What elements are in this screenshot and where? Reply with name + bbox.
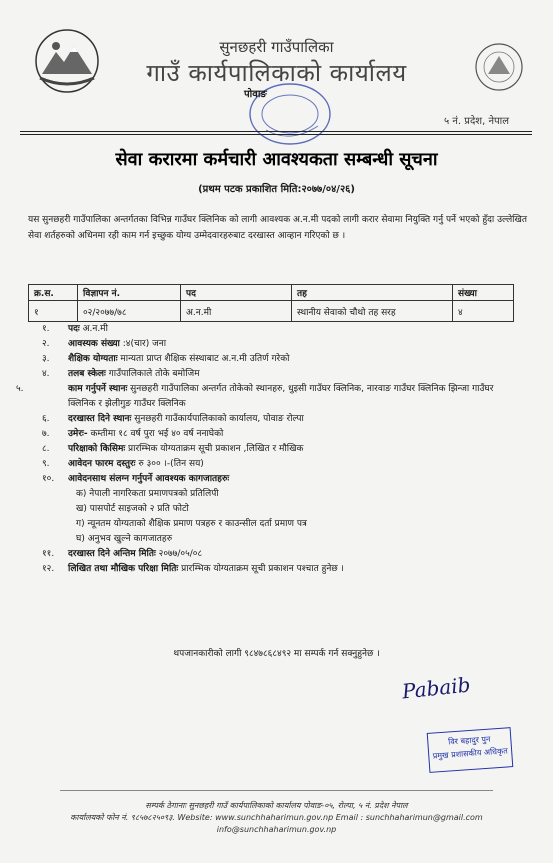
officer-title: प्रमुख प्रशासकीय अधिकृत bbox=[432, 746, 509, 761]
officer-stamp bbox=[427, 727, 514, 773]
table-cell: ०२/२०७७/७८ bbox=[78, 301, 181, 322]
list-item: १२. लिखित तथा मौखिक परिक्षा मितिः प्रारम्भिक योग्यताक्रम सूची प्रकाशन पश्चात हुनेछ । bbox=[42, 564, 344, 574]
contact-note: थपजानकारीको लागी ९८४७८६८४९२ मा सम्पर्क गर्न सक्नुहुनेछ । bbox=[173, 649, 380, 659]
header-divider bbox=[20, 131, 532, 132]
footer bbox=[0, 800, 553, 836]
list-item: ८. परिक्षाको किसिमः प्रारम्भिक योग्यताक्रम सूची प्रकाशन ,लिखित र मौखिक bbox=[42, 444, 304, 454]
notice-intro: यस सुनछहरी गाउँपालिका अन्तर्गतका विभिन्न गाउँघर क्लिनिक को लागी आवश्यक अ.न.मी पदको लागी करार सेवामा नियुक्ति गर्नु पर्ने भएको हुँदा उल्लेखित सेवा शर्तहरुको अधिनमा रही काम गर्न इच्छुक योग्य उम्मेदवारहरुबाट दरखास्त आव्हान गरिएको छ । bbox=[28, 215, 527, 241]
header-divider-2 bbox=[20, 134, 532, 135]
notice-title: सेवा करारमा कर्मचारी आवश्यकता सम्बन्धी सूचना bbox=[115, 149, 438, 170]
document-item: ग) न्यूनतम योग्यताको शैक्षिक प्रमाण पत्रहरु र काउन्सील दर्ता प्रमाण पत्र bbox=[76, 519, 307, 529]
document-item: क) नेपाली नागरिकता प्रमाणपत्रको प्रतिलिपी bbox=[76, 489, 219, 499]
publish-date: (प्रथम पटक प्रकाशित मिति:२०७७/०४/२६) bbox=[198, 184, 355, 195]
footer-divider bbox=[60, 790, 493, 791]
list-item: ११. दरखास्त दिने अन्तिम मितिः २०७७/०५/०८ bbox=[42, 549, 203, 559]
municipality-name: सुनछहरी गाउँपालिका bbox=[219, 38, 334, 56]
footer-address: सम्पर्क ठेगानाः सुनछहरी गाउँ कार्यपालिकाको कार्यालय पोवाङ-०५, रोल्पा, ५ नं. प्रदेश नेपाल bbox=[145, 801, 408, 810]
officer-name: विर बहादुर पुन bbox=[447, 734, 491, 747]
table-row bbox=[29, 301, 514, 322]
table-header: संख्या bbox=[453, 285, 514, 301]
vacancy-table bbox=[28, 284, 514, 322]
list-item: १. पदः अ.न.मी bbox=[42, 324, 108, 334]
document-item: ख) पासपोर्ट साइजको २ प्रति फोटो bbox=[76, 504, 189, 514]
list-item: ७. उमेरः- कम्तीमा १८ वर्ष पुरा भई ४० वर्ष ननाघेको bbox=[42, 429, 224, 439]
table-header: पद bbox=[181, 285, 292, 301]
table-header: तह bbox=[292, 285, 453, 301]
list-item: ६. दरखास्त दिने स्थानः सुनछहरी गाउँकार्यपालिकाको कार्यालय, पोवाङ रोल्पा bbox=[42, 414, 304, 424]
office-name: गाउँ कार्यपालिकाको कार्यालय bbox=[146, 59, 407, 87]
table-cell: १ bbox=[29, 301, 78, 322]
list-item: ९. आवेदन फारम दस्तुरः रु ३०० ।-(तिन सय) bbox=[42, 459, 204, 469]
table-cell: अ.न.मी bbox=[181, 301, 292, 322]
table-cell: स्थानीय सेवाको चौथो तह सरह bbox=[292, 301, 453, 322]
service-conditions-list bbox=[16, 322, 522, 577]
document-item: घ) अनुभव खुल्ने कागजातहरु bbox=[76, 534, 173, 544]
list-item: ५. काम गर्नुपर्ने स्थानः सुनछहरी गाउँपालिका अन्तर्गत तोकेको स्थानहरु, धुइसी गाउँघर क्लिनिक, नारवाङ गाउँघर क्लिनिक झिन्जा गाउँघर क्लिनिक र झेलीगुङ गाउँघर क्लिनिक bbox=[16, 384, 494, 409]
list-item: ४. तलब स्केलः गाउँपालिकाले तोके बमोजिम bbox=[42, 369, 200, 379]
table-cell: ४ bbox=[453, 301, 514, 322]
footer-email: info@sunchhaharimun.gov.np bbox=[216, 825, 337, 834]
signature bbox=[401, 672, 472, 703]
signature-text: Pabaib bbox=[400, 672, 472, 704]
list-item: २. आवस्यक संख्या :४(चार) जना bbox=[42, 339, 167, 349]
footer-contact: कार्यालयको फोन नं. ९८५७८२५०९३. Website: www.sunchhaharimun.gov.np Email : sunchhaharimun@gmail.com bbox=[70, 813, 483, 822]
province-label: ५ नं. प्रदेश, नेपाल bbox=[444, 116, 510, 127]
office-location: पोवाङ bbox=[244, 89, 267, 100]
table-header-row bbox=[29, 285, 514, 301]
table-header: क्र.स. bbox=[29, 285, 78, 301]
table-header: विज्ञापन नं. bbox=[78, 285, 181, 301]
list-item: १०. आवेदनसाथ संलग्न गर्नुपर्ने आवश्यक कागजातहरुः bbox=[42, 474, 230, 484]
list-item: ३. शैक्षिक योग्यताः मान्यता प्राप्त शैक्षिक संस्थाबाट अ.न.मी उतिर्ण गरेको bbox=[42, 354, 290, 364]
